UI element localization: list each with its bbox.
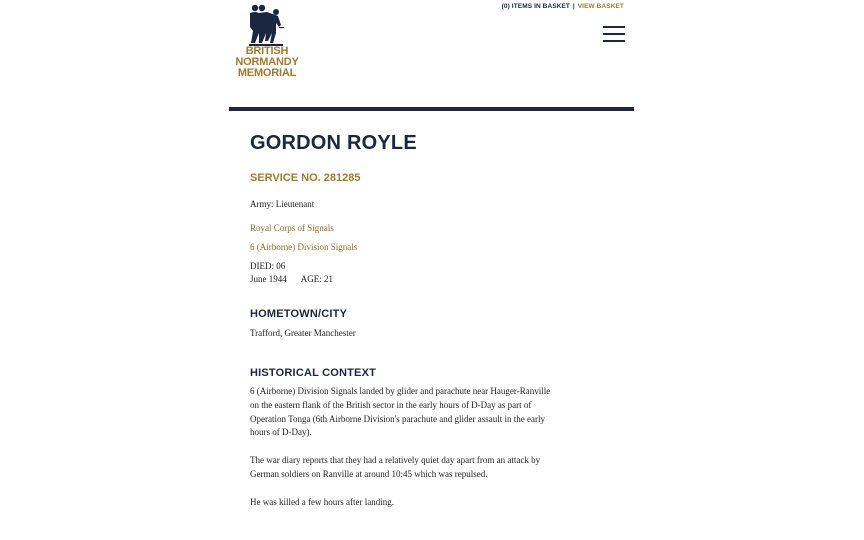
memorial-entry xyxy=(250,130,580,510)
hometown-heading: HOMETOWN/CITY xyxy=(250,308,348,320)
hamburger-menu-icon[interactable] xyxy=(603,26,625,42)
header-divider xyxy=(229,107,634,111)
soldiers-silhouette-icon xyxy=(245,3,289,47)
hamburger-line xyxy=(603,40,625,42)
logo-line-1: BRITISH xyxy=(245,45,289,57)
died-month-year: June 1944 xyxy=(250,274,287,284)
age: AGE: 21 xyxy=(300,274,334,284)
service-number: SERVICE NO. 281285 xyxy=(250,172,361,184)
view-basket-link[interactable]: VIEW BASKET xyxy=(577,3,624,10)
basket-bar xyxy=(502,3,624,10)
logo-wordmark xyxy=(229,46,305,79)
site-logo[interactable] xyxy=(229,0,309,86)
hometown-value: Trafford, Greater Manchester xyxy=(250,328,356,338)
basket-count: (0) ITEMS IN BASKET xyxy=(501,3,571,10)
person-name: GORDON ROYLE xyxy=(250,132,417,154)
basket-separator: | xyxy=(572,3,575,10)
hamburger-line xyxy=(603,26,625,28)
hamburger-line xyxy=(603,33,625,35)
history-paragraph: 6 (Airborne) Division Signals landed by glider and parachute near Hauger-Ranville on the eastern flank of the British sector in the early hours of D-Day as part of Operation Tonga (6th Airborne Division's parachute and glider assault in the early hours of D-Day). xyxy=(250,386,551,438)
rank: Army: Lieutenant xyxy=(250,199,315,209)
regiment-link[interactable]: Royal Corps of Signals xyxy=(250,223,334,233)
unit-link[interactable]: 6 (Airborne) Division Signals xyxy=(250,242,358,252)
logo-line-3: MEMORIAL xyxy=(237,67,297,79)
logo-line-2: NORMANDY xyxy=(235,56,299,68)
death-info xyxy=(250,260,580,286)
died-date-line1: DIED: 06 xyxy=(250,261,286,271)
history-heading: HISTORICAL CONTEXT xyxy=(250,367,377,379)
history-paragraph: The war diary reports that they had a relatively quiet day apart from an attack by German soldiers on Ranville at around 10:45 which was repulsed. xyxy=(250,455,541,479)
history-paragraph: He was killed a few hours after landing. xyxy=(250,496,394,507)
died-date-line2 xyxy=(250,273,580,286)
page xyxy=(229,0,634,540)
